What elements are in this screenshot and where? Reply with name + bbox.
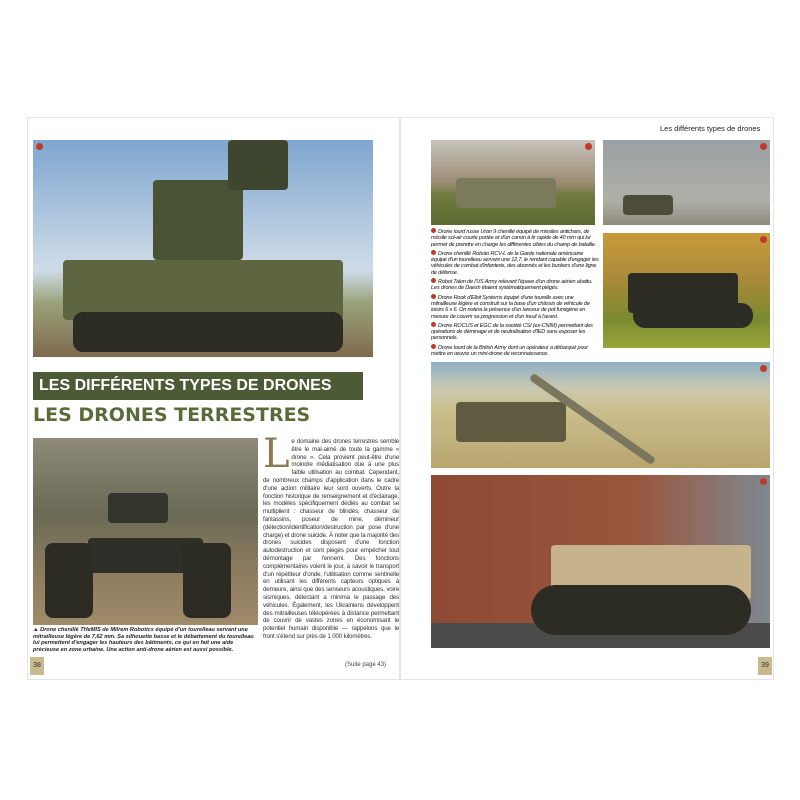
page-number-right: 39 bbox=[758, 657, 772, 675]
caption-item bbox=[431, 228, 599, 248]
photo-rocus bbox=[431, 362, 770, 468]
marker-icon bbox=[431, 294, 436, 299]
caption-item bbox=[431, 294, 599, 320]
photo-uran9 bbox=[431, 140, 595, 225]
marker-icon bbox=[431, 344, 436, 349]
body-text bbox=[263, 431, 399, 641]
caption-item bbox=[431, 250, 599, 276]
caption-text: Robot Talon de l'US Army relevant l'épave d'un drone aérien abattu. Les drones de Daesh étaient systématiquement piégés. bbox=[431, 279, 593, 292]
article-subtitle: LES DRONES TERRESTRES bbox=[33, 404, 311, 426]
photo-british-army-drone bbox=[431, 475, 770, 648]
caption-item bbox=[431, 322, 599, 342]
caption-item bbox=[431, 344, 599, 358]
caption-text: Drone Rook d'Elbit Systems équipé d'une tourelle avec une mitrailleuse légère et construit sur la base d'un châssis de véhicule de loisirs 6 x 6. On notera la présence d'un lanceur de pot fumigène en mesure de couvrir sa progression et d'un treuil à l'avant. bbox=[431, 294, 590, 320]
photo-rook bbox=[603, 233, 770, 348]
caption-text: Drone lourd de la British Army dont un opérateur a débarqué pour mettre en œuvre un mini-drone de reconnaissance. bbox=[431, 344, 588, 358]
photo-talon bbox=[603, 140, 770, 225]
article-title: LES DIFFÉRENTS TYPES DE DRONES bbox=[33, 372, 363, 400]
body-paragraph: e domaine des drones terrestres semble être le mal-aimé de toute la gamme « drone ». Cela provient peut-être d'une moindre médiatisation due à une plus faible utilisation au combat. Cependant, de nombreux champs d'application dans le cadre d'une action militaire leur sont ouverts. Outre la fonction historique de renseignement et d'éclairage, les modèles spécifiquement dédiés au combat se multiplient : chasseur de blindés, chasseur de fantassins, poseur de mine, démineur (détection/identification/destruction par pose d'une charge) et drone suicide. À noter que la majorité des drones suicides disposent d'une fonction autodestruction et sont piégés pour empêcher tout démontage par l'ennemi. Des fonctions complémentaires voient le jour, à savoir le transport d'un répétiteur d'onde, l'utilisation comme sentinelle en utilisant les différents capteurs optiques à demeure, ainsi que des senseurs acoustiques, voire sismiques, détectant a minima le passage des véhicules. Également, les Ukrainiens développent des mitrailleuses téléopérées à distance permettant de couvrir de vastes zones en économisant le potentiel humain disponible — rappelons que le front s'étend sur près de 1 000 kilomètres. bbox=[263, 438, 399, 640]
caption-text: Drone lourd russe Uran 9 chenillé équipé de missiles antichars, de missile sol-air courte portée et d'un canon à tir rapide de 40 mm qui lui permet de prendre en charge les différentes cibles du champ de bataille. bbox=[431, 229, 597, 248]
photo-themis bbox=[33, 438, 258, 625]
caption-text: Drone chenillé Roboto RCV-L de la Garde nationale américaine équipé d'un tourelleau servant une 12,7, le rendant capable d'engager les véhicules de combat d'infanterie, des abonnés et les bunkers d'une ligne de défense. bbox=[431, 250, 599, 276]
page-number-left: 38 bbox=[30, 657, 44, 675]
photo-uran9-hero bbox=[33, 140, 373, 357]
drop-cap: L bbox=[263, 431, 290, 477]
caption-text: Drone ROCUS et EGC de la société CSI (ex-CNIM) permettant des opérations de déminage et de neutralisation d'IED sans exposer les personnels. bbox=[431, 322, 593, 342]
photo-caption: ▲ Drone chenillé THeMIS de Milrem Robotics équipé d'un tourelleau servant une mitrailleuse légère de 7,62 mm. Sa silhouette basse et le débattement du tourelleau lui permettent d'engager les hauteurs des bâtiments, ce qui en fait une aide précieuse en zone urbaine. Une action anti-drone aérien est aussi possible. bbox=[33, 627, 254, 653]
marker-icon bbox=[431, 322, 436, 327]
running-header: Les différents types de drones bbox=[660, 124, 761, 133]
marker-icon bbox=[431, 250, 436, 255]
caption-list bbox=[431, 228, 599, 359]
continued-note: (Suite page 43) bbox=[345, 662, 387, 668]
marker-icon bbox=[431, 278, 436, 283]
marker-icon bbox=[431, 228, 436, 233]
caption-item bbox=[431, 278, 599, 292]
